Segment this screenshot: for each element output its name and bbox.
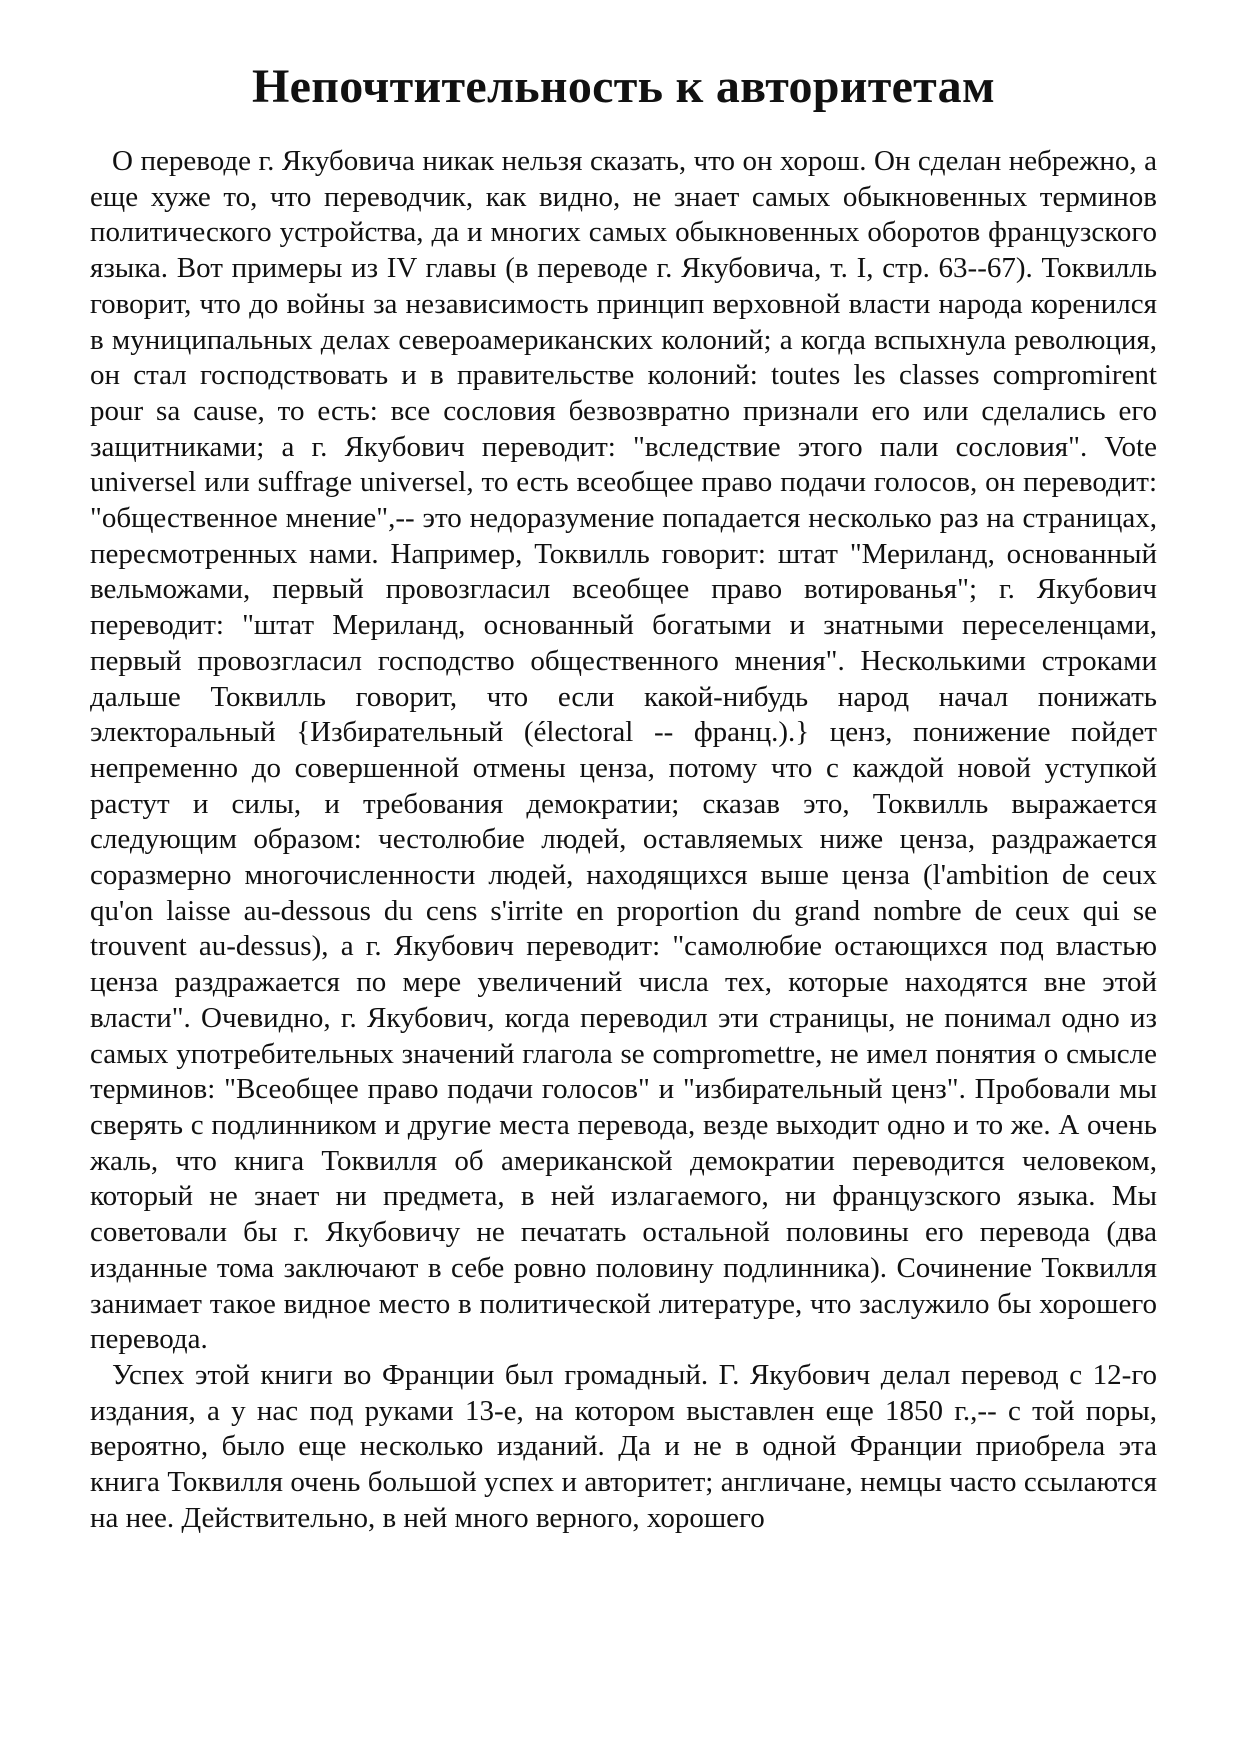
- body-text: [90, 144, 1157, 1536]
- document-page: [90, 0, 1157, 1536]
- page-title: Непочтительность к авторитетам: [252, 60, 995, 113]
- paragraph: О переводе г. Якубовича никак нельзя сказать, что он хорош. Он сделан небрежно, а еще хуже то, что переводчик, как видно, не знает самых обыкновенных терминов политического устройства, да и многих самых обыкновенных оборотов французского языка. Вот примеры из IV главы (в переводе г. Якубовича, т. I, стр. 63--67). Токвилль говорит, что до войны за независимость принцип верховной власти народа коренился в муниципальных делах североамериканских колоний; а когда вспыхнула революция, он стал господствовать и в правительстве колоний: toutes les classes compromirent pour sa cause, то есть: все сословия безвозвратно признали его или сделались его защитниками; а г. Якубович переводит: "вследствие этого пали сословия". Vote universel или suffrage universel, то есть всеобщее право подачи голосов, он переводит: "общественное мнение",-- это недоразумение попадается несколько раз на страницах, пересмотренных нами. Например, Токвилль говорит: штат "Мериланд, основанный вельможами, первый провозгласил всеобщее право вотированья"; г. Якубович переводит: "штат Мериланд, основанный богатыми и знатными переселенцами, первый провозгласил господство общественного мнения". Несколькими строками дальше Токвилль говорит, что если какой-нибудь народ начал понижать электоральный {Избирательный (électoral -- франц.).} ценз, понижение пойдет непременно до совершенной отмены ценза, потому что с каждой новой уступкой растут и силы, и требования демократии; сказав это, Токвилль выражается следующим образом: честолюбие людей, оставляемых ниже ценза, раздражается соразмерно многочисленности людей, находящихся выше ценза (l'ambition de ceux qu'on laisse au-dessous du cens s'irrite en proportion du grand nombre de ceux qui se trouvent au-dessus), а г. Якубович переводит: "самолюбие остающихся под властью ценза раздражается по мере увеличений числа тех, которые находятся вне этой власти". Очевидно, г. Якубович, когда переводил эти страницы, не понимал одно из самых употребительных значений глагола se compromettre, не имел понятия о смысле терминов: "Всеобщее право подачи голосов" и "избирательный ценз". Пробовали мы сверять с подлинником и другие места перевода, везде выходит одно и то же. А очень жаль, что книга Токвилля об американской демократии переводится человеком, который не знает ни предмета, в ней излагаемого, ни французского языка. Мы советовали бы г. Якубовичу не печатать остальной половины его перевода (два изданные тома заключают в себе ровно половину подлинника). Сочинение Токвилля занимает такое видное место в политической литературе, что заслужило бы хорошего перевода.: [90, 145, 1157, 1356]
- paragraph: Успех этой книги во Франции был громадный. Г. Якубович делал перевод с 12-го издания, а у нас под руками 13-е, на котором выставлен еще 1850 г.,-- с той поры, вероятно, было еще несколько изданий. Да и не в одной Франции приобрела эта книга Токвилля очень большой успех и авторитет; англичане, немцы часто ссылаются на нее. Действительно, в ней много верного, хорошего: [90, 1358, 1157, 1534]
